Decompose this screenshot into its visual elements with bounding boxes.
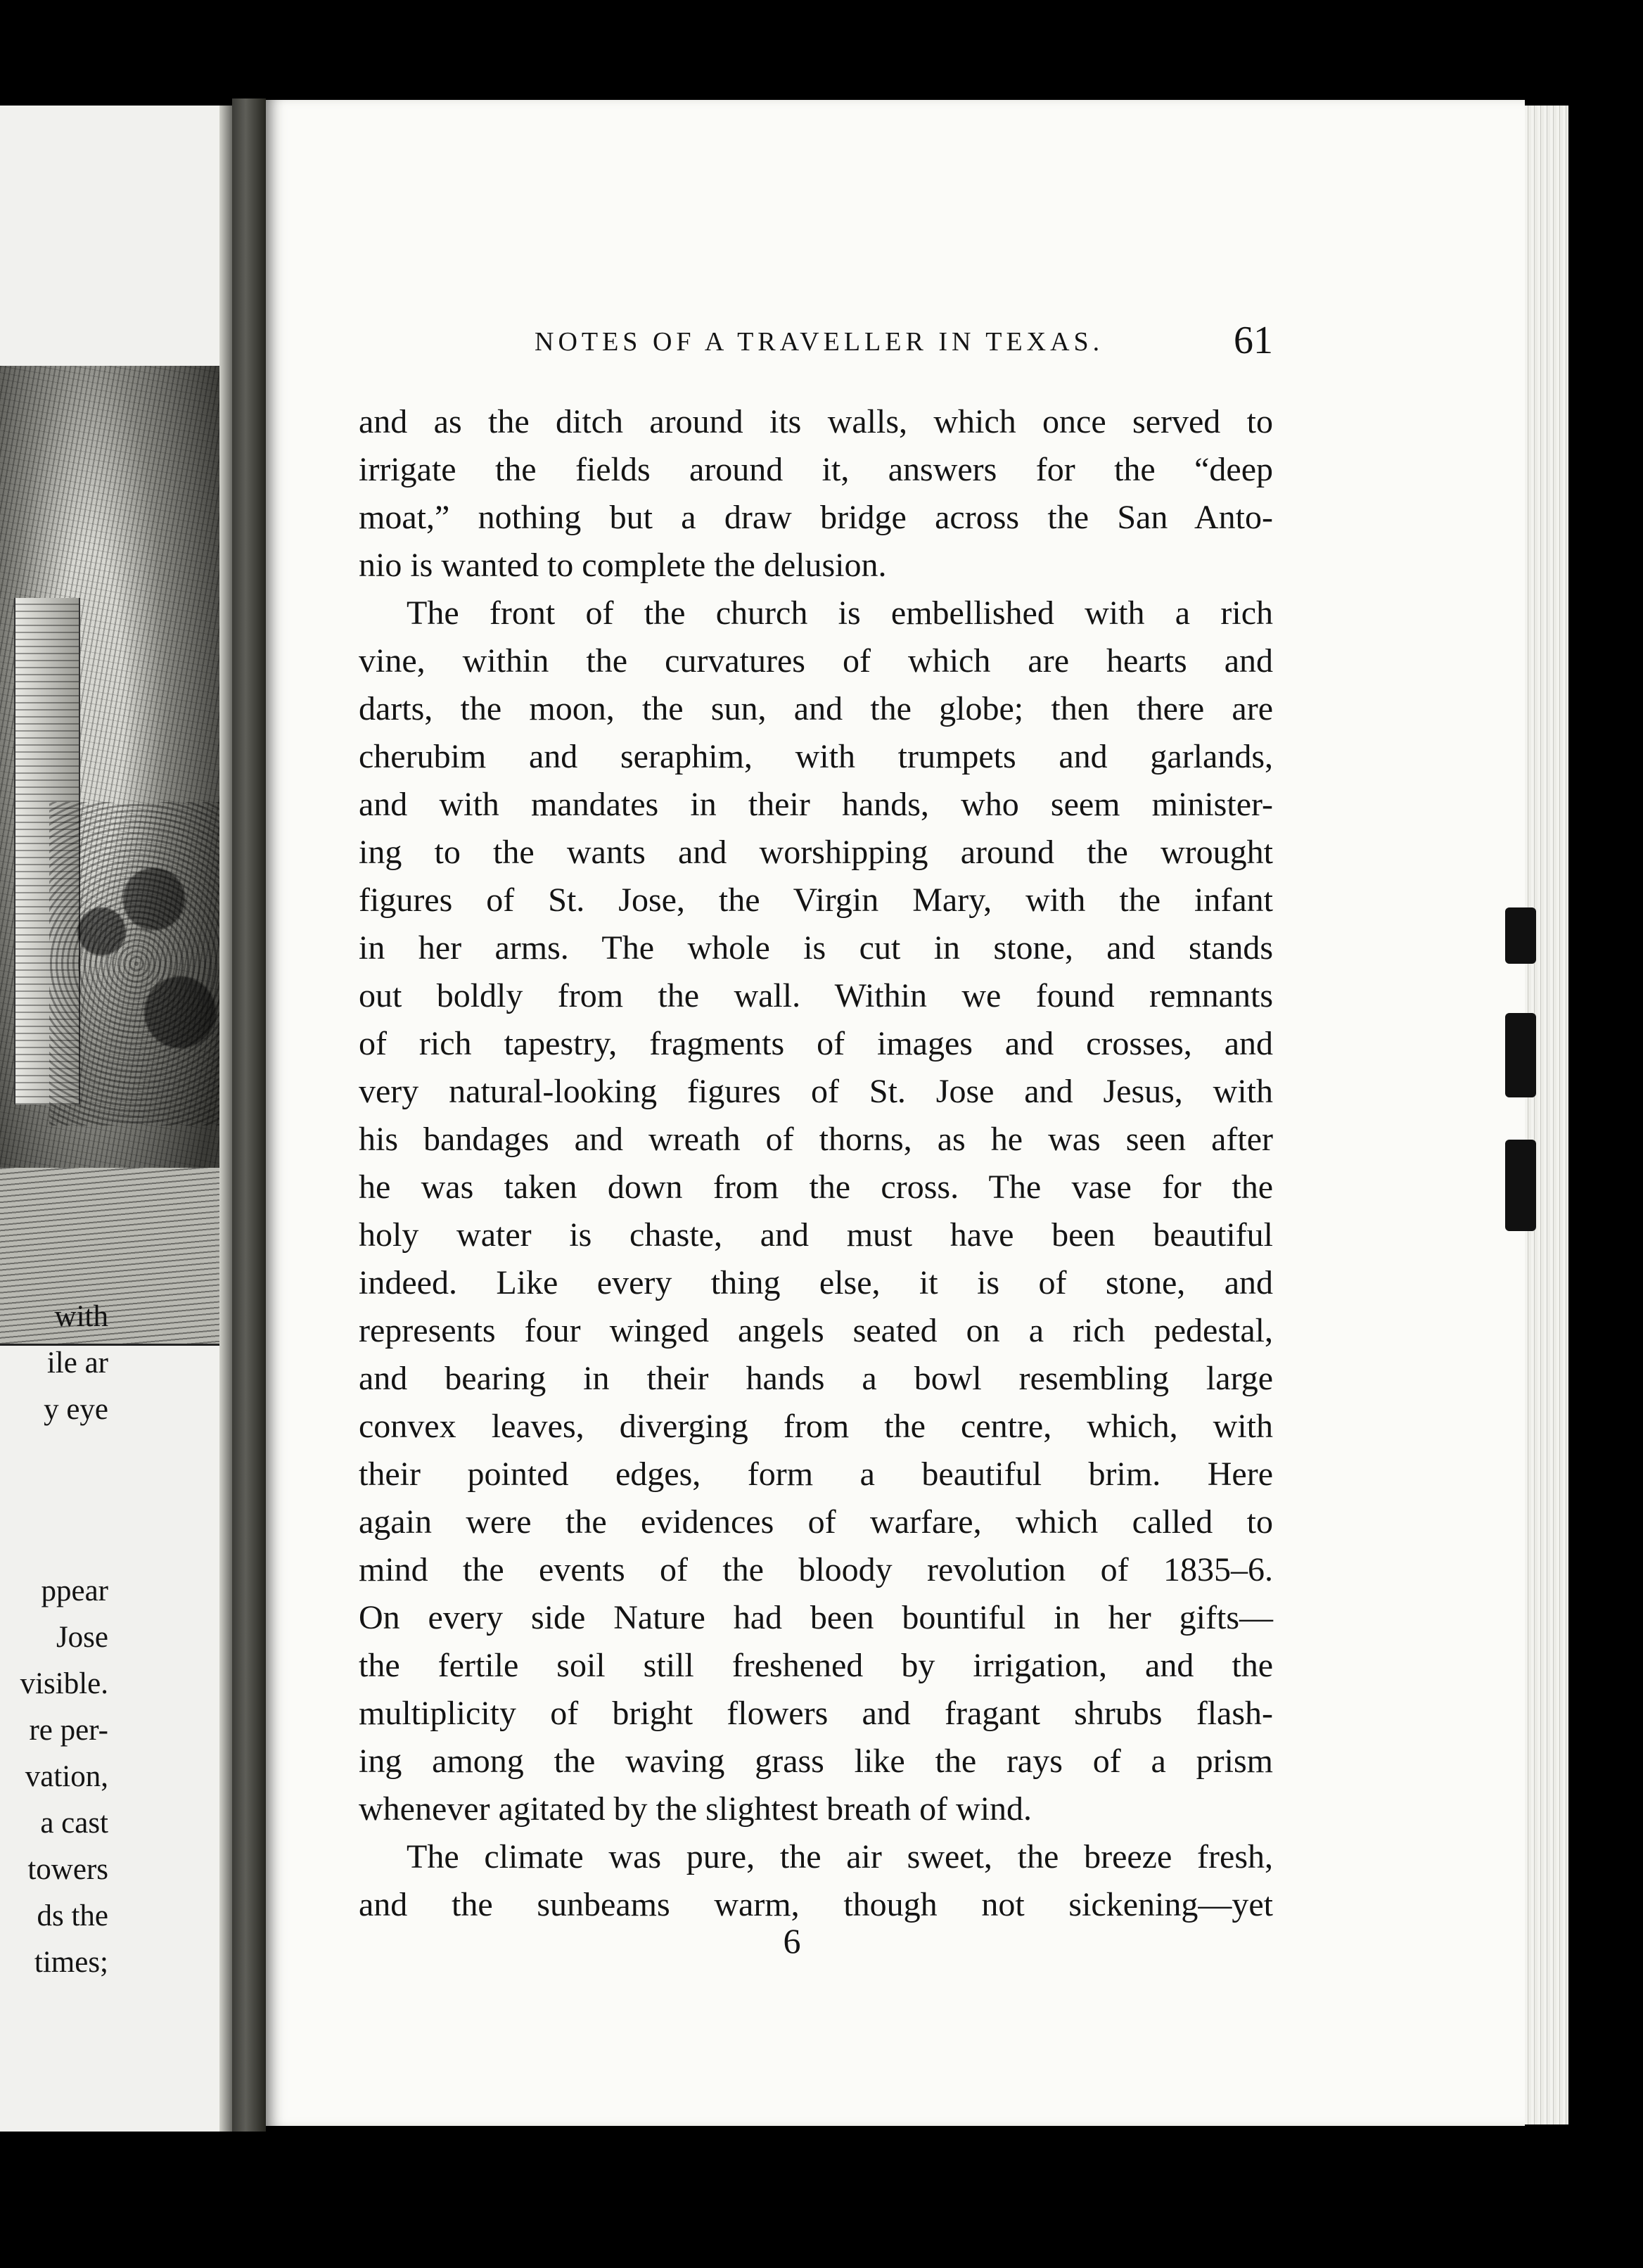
text-line: of rich tapestry, fragments of images and crosses, and bbox=[359, 1025, 1273, 1062]
text-line: The climate was pure, the air sweet, the breeze fresh, bbox=[407, 1838, 1273, 1875]
left-page-line: re per- bbox=[29, 1714, 108, 1747]
left-page-fragment bbox=[0, 106, 232, 2132]
text-line: The front of the church is embellished with a rich bbox=[407, 594, 1273, 632]
text-line: represents four winged angels seated on a rich pedestal, bbox=[359, 1312, 1273, 1349]
left-page-line: y eye bbox=[44, 1393, 108, 1426]
left-page-line: times; bbox=[34, 1946, 108, 1979]
text-line: again were the evidences of warfare, which called to bbox=[359, 1503, 1273, 1541]
text-line: and bearing in their hands a bowl resembling large bbox=[359, 1360, 1273, 1397]
left-page-line: ppear bbox=[41, 1574, 108, 1607]
left-page-line: Jose bbox=[56, 1621, 108, 1654]
text-line: indeed. Like every thing else, it is of stone, and bbox=[359, 1264, 1273, 1301]
text-line: multiplicity of bright flowers and fragant shrubs flash- bbox=[359, 1695, 1273, 1732]
text-line: nio is wanted to complete the delusion. bbox=[359, 547, 887, 584]
left-page-line: towers bbox=[27, 1853, 108, 1886]
left-page-line: a cast bbox=[40, 1807, 108, 1840]
text-line: and as the ditch around its walls, which once served to bbox=[359, 403, 1273, 440]
left-page-line: vation, bbox=[25, 1760, 108, 1793]
left-page-line: visible. bbox=[20, 1667, 108, 1700]
text-line: convex leaves, diverging from the centre, which, with bbox=[359, 1408, 1273, 1445]
text-line: figures of St. Jose, the Virgin Mary, with the infant bbox=[359, 881, 1273, 919]
text-line: vine, within the curvatures of which are hearts and bbox=[359, 642, 1273, 680]
text-line: the fertile soil still freshened by irrigation, and the bbox=[359, 1647, 1273, 1684]
signature-mark: 6 bbox=[783, 1921, 801, 1961]
book-spine-gutter bbox=[232, 98, 266, 2132]
left-page-line: ile ar bbox=[46, 1346, 108, 1380]
text-line: and the sunbeams warm, though not sickening—yet bbox=[359, 1886, 1273, 1923]
text-line: moat,” nothing but a draw bridge across the San Anto- bbox=[359, 499, 1273, 536]
body-text bbox=[359, 398, 1273, 1929]
text-line: On every side Nature had been bountiful in her gifts— bbox=[359, 1599, 1273, 1636]
left-page-line: with bbox=[54, 1300, 108, 1333]
page-edge-marks bbox=[1505, 907, 1539, 1231]
page-number: 61 bbox=[1234, 319, 1273, 362]
text-line: out boldly from the wall. Within we found remnants bbox=[359, 977, 1273, 1014]
left-page-text-block-a bbox=[0, 1294, 108, 1434]
text-line: irrigate the fields around it, answers for the “deep bbox=[359, 451, 1273, 488]
left-page-text-block-b bbox=[0, 1569, 108, 1987]
left-page-fold-shadow bbox=[219, 106, 232, 2132]
engraving-foliage bbox=[49, 802, 224, 1126]
text-line: whenever agitated by the slightest breath of wind. bbox=[359, 1790, 1033, 1828]
text-line: he was taken down from the cross. The vase for the bbox=[359, 1168, 1273, 1206]
running-head: NOTES OF A TRAVELLER IN TEXAS. bbox=[535, 327, 1104, 357]
engraving-illustration bbox=[0, 366, 226, 1346]
text-line: very natural-looking figures of St. Jose and Jesus, with bbox=[359, 1073, 1273, 1110]
text-line: their pointed edges, form a beautiful brim. Here bbox=[359, 1455, 1273, 1493]
left-page-line: ds the bbox=[37, 1899, 108, 1932]
text-line: darts, the moon, the sun, and the globe; then there are bbox=[359, 690, 1273, 727]
text-line: mind the events of the bloody revolution of 1835–6. bbox=[359, 1551, 1273, 1588]
text-line: ing among the waving grass like the rays of a prism bbox=[359, 1743, 1273, 1780]
text-line: in her arms. The whole is cut in stone, and stands bbox=[359, 929, 1273, 967]
text-line: and with mandates in their hands, who seem minister- bbox=[359, 786, 1273, 823]
text-line: his bandages and wreath of thorns, as he was seen after bbox=[359, 1121, 1273, 1158]
text-line: holy water is chaste, and must have been beautiful bbox=[359, 1216, 1273, 1254]
text-line: cherubim and seraphim, with trumpets and garlands, bbox=[359, 738, 1273, 775]
text-line: ing to the wants and worshipping around the wrought bbox=[359, 834, 1273, 871]
